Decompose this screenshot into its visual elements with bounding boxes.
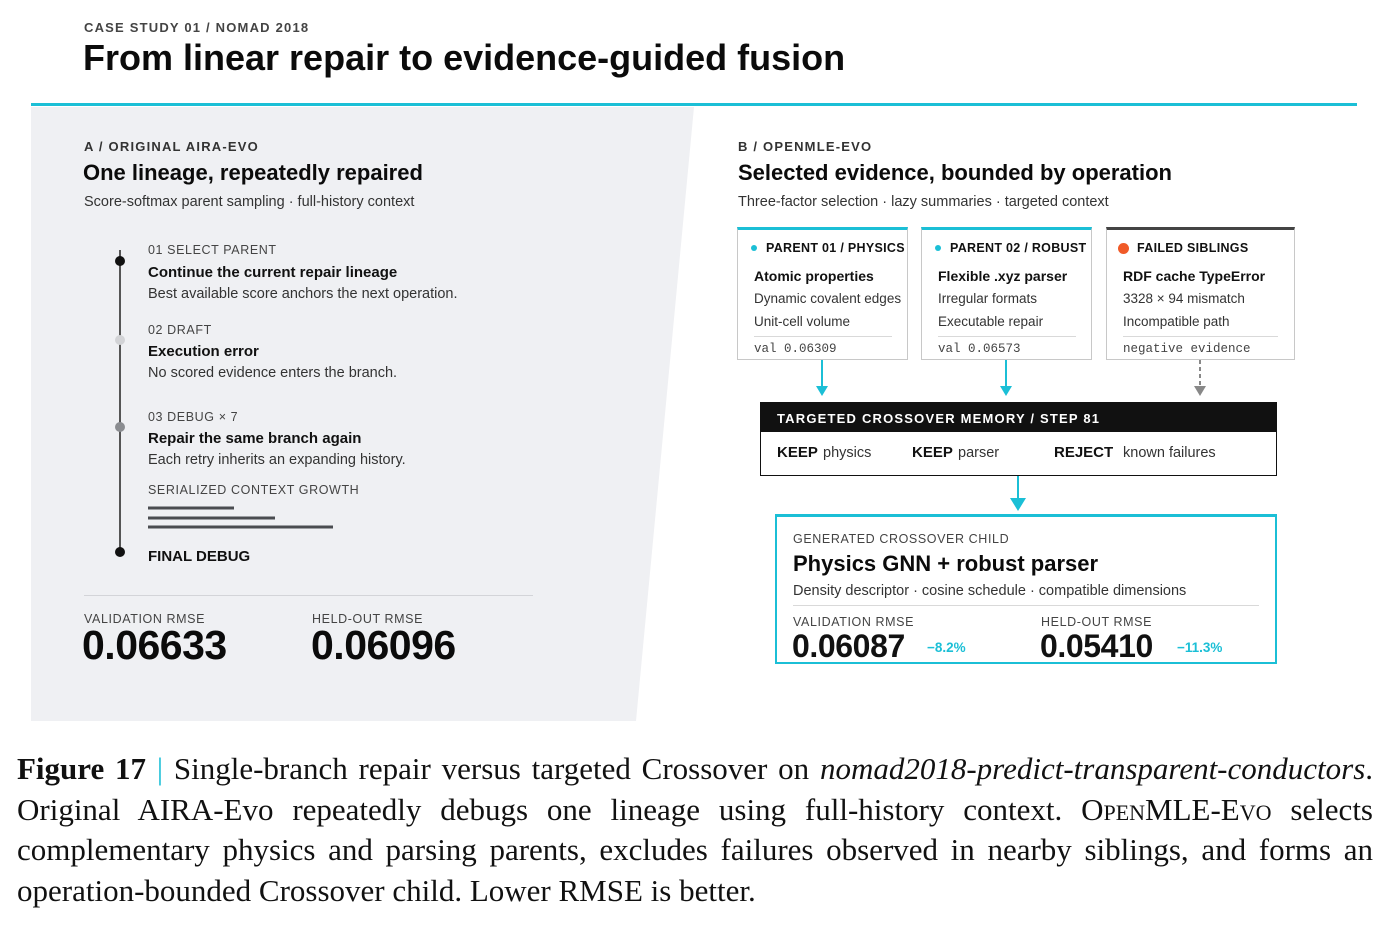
parent-physics-title: Atomic properties xyxy=(754,268,874,284)
memory-reject-text: known failures xyxy=(1123,445,1216,461)
memory-keep-parser-text: parser xyxy=(958,445,1000,461)
child-heldout-label: HELD-OUT RMSE xyxy=(1041,615,1153,629)
crossover-child-box xyxy=(775,514,1277,664)
memory-title: TARGETED CROSSOVER MEMORY / STEP 81 xyxy=(777,411,1101,426)
step-3-desc: Each retry inherits an expanding history. xyxy=(148,452,406,468)
child-validation-value: 0.06087 xyxy=(792,628,905,664)
step-1-label: 01 SELECT PARENT xyxy=(148,243,277,257)
memory-keep-parser-key: KEEP xyxy=(912,444,953,461)
caption-text-2: . Original AIRA-Evo repeatedly debugs one lineage using full-history context. xyxy=(17,751,1374,827)
panel-a-validation-label: VALIDATION RMSE xyxy=(84,612,206,626)
panel-a-subtitle: Score-softmax parent sampling · full-history context xyxy=(84,194,415,210)
step-1-title: Continue the current repair lineage xyxy=(148,264,398,281)
figure-caption xyxy=(17,749,1373,911)
panel-a-validation-value: 0.06633 xyxy=(82,622,227,668)
parent-robust-head: PARENT 02 / ROBUST xyxy=(950,241,1087,255)
step-2-label: 02 DRAFT xyxy=(148,323,212,337)
panel-a-heldout-value: 0.06096 xyxy=(311,622,456,668)
parent-robust-line-1: Irregular formats xyxy=(938,291,1038,306)
memory-keep-physics-text: physics xyxy=(823,445,872,461)
figure-number: Figure 17 xyxy=(17,751,147,786)
child-heldout-value: 0.05410 xyxy=(1040,628,1153,664)
parent-physics-line-2: Unit-cell volume xyxy=(754,314,851,329)
caption-text-3: selects complementary physics and parsing parents, excludes failures observed in nearby siblings, and forms an operation-bounded Crossover child. Lower RMSE is better. xyxy=(17,791,1373,908)
panel-a-kicker: A / ORIGINAL AIRA-EVO xyxy=(84,139,259,154)
child-kicker: GENERATED CROSSOVER CHILD xyxy=(793,532,1010,546)
caption-openmle: OpenMLE-Evo xyxy=(1081,791,1272,827)
failed-siblings-line-1: 3328 × 94 mismatch xyxy=(1123,291,1245,306)
step-2-desc: No scored evidence enters the branch. xyxy=(148,365,398,381)
parent-robust-val: val 0.06573 xyxy=(938,342,1021,356)
step-3-title: Repair the same branch again xyxy=(148,430,362,447)
step-1-desc: Best available score anchors the next operation. xyxy=(148,286,458,302)
caption-dataset: nomad2018-predict-transparent-conductors xyxy=(819,751,1366,786)
caption-text-1: Single-branch repair versus targeted Crossover on xyxy=(173,751,820,786)
page-title: From linear repair to evidence-guided fusion xyxy=(83,37,846,78)
panel-b-kicker: B / OPENMLE-EVO xyxy=(738,139,873,154)
failed-siblings-head: FAILED SIBLINGS xyxy=(1137,241,1249,255)
failed-siblings-evidence: negative evidence xyxy=(1123,342,1251,356)
parent-physics-val: val 0.06309 xyxy=(754,342,837,356)
panel-b-title: Selected evidence, bounded by operation xyxy=(738,160,1172,185)
parent-physics-head: PARENT 01 / PHYSICS xyxy=(766,241,905,255)
child-divider xyxy=(793,605,1259,606)
child-validation-label: VALIDATION RMSE xyxy=(793,615,915,629)
panel-a-heldout-label: HELD-OUT RMSE xyxy=(312,612,424,626)
crossover-memory-box xyxy=(760,402,1277,476)
memory-keep-physics-key: KEEP xyxy=(777,444,818,461)
child-heldout-delta: −11.3% xyxy=(1177,640,1223,655)
caption-separator: | xyxy=(156,751,164,786)
step-3-label: 03 DEBUG × 7 xyxy=(148,410,239,424)
failed-siblings-title: RDF cache TypeError xyxy=(1123,268,1266,284)
panel-a-title: One lineage, repeatedly repaired xyxy=(83,160,423,185)
failed-siblings-line-2: Incompatible path xyxy=(1123,314,1230,329)
parent-robust-line-2: Executable repair xyxy=(938,314,1044,329)
final-debug-label: FINAL DEBUG xyxy=(148,548,251,565)
parent-robust-title: Flexible .xyz parser xyxy=(938,268,1068,284)
panel-b-subtitle: Three-factor selection · lazy summaries · targeted context xyxy=(738,194,1109,210)
child-title: Physics GNN + robust parser xyxy=(793,551,1099,576)
child-validation-delta: −8.2% xyxy=(927,640,966,655)
context-growth-label: SERIALIZED CONTEXT GROWTH xyxy=(148,483,360,497)
child-subtitle: Density descriptor · cosine schedule · compatible dimensions xyxy=(793,583,1187,599)
step-2-title: Execution error xyxy=(148,343,259,360)
memory-reject-key: REJECT xyxy=(1054,444,1114,461)
case-study-eyebrow: CASE STUDY 01 / NOMAD 2018 xyxy=(84,20,310,35)
parent-physics-line-1: Dynamic covalent edges xyxy=(754,291,902,306)
